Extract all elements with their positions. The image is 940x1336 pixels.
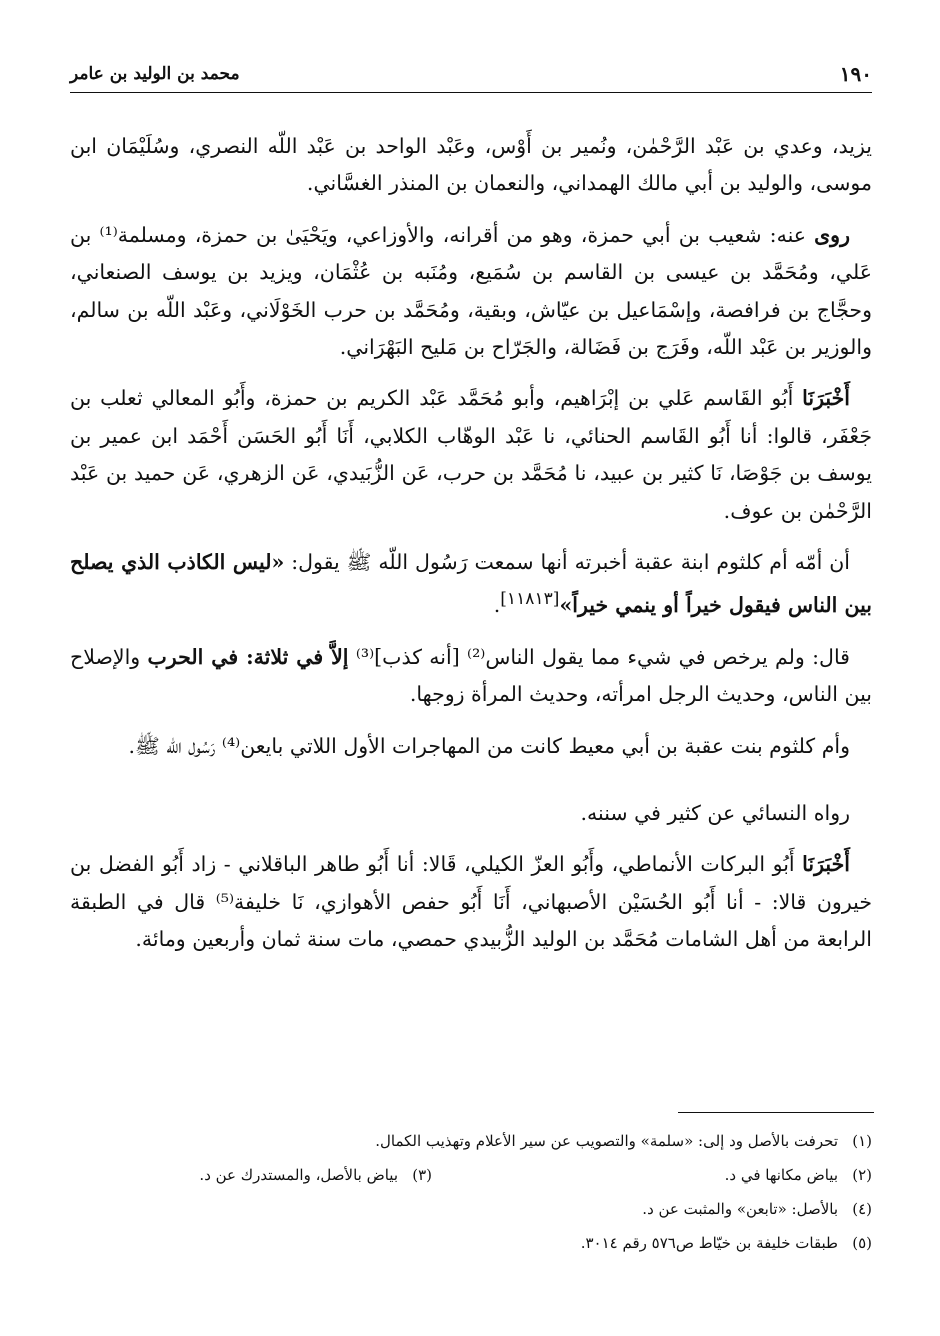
paragraph-1-text: يزيد، وعدي بن عَبْد الرَّحْمٰن، ونُمير بن أَوْس، وعَبْد الواحد بن عَبْد اللّه النصري، وسُلَيْمَان ابن موسى، والوليد بن أبي مالك الهمداني، والنعمان بن المنذر الغسَّاني. [70, 134, 872, 196]
page-header [70, 56, 872, 93]
footnote-rule [678, 1112, 874, 1113]
footnote-4: (٤)بالأصل: «تابعن» والمثبت عن د. [642, 1200, 872, 1218]
paragraph-qala [70, 639, 872, 714]
running-head: محمد بن الوليد بن عامر [70, 64, 240, 84]
footnote-row [70, 1124, 872, 1158]
footnotes [70, 1124, 872, 1260]
paragraph-isnad-2-text: أَبُو البركات الأنماطي، وأَبُو العزّ الكيلي، قَالا: أنا أَبُو طاهر الباقلاني - زاد أَبُو الفضل بن خيرون قالا: - أنا أَبُو الحُسَيْن الأصبهاني، أَنَا أَبُو حفص الأهوازي، نَا خليفة⁽⁵⁾ قال في الطبقة الرابعة من أهل الشامات مُحَمَّد بن الوليد الزُّبيدي حمصي، مات سنة ثمان وأربعين ومائة. [70, 852, 873, 952]
footnote-row [70, 1226, 872, 1260]
qala-text-b: والإصلاح بين الناس، وحديث الرجل امرأته، وحديث المرأة زوجها. [70, 644, 872, 707]
paragraph-narrators-text: عنه: شعيب بن أبي حمزة، وهو من أقرانه، والأوزاعي، ويَحْيَىٰ بن حمزة، ومسلمة⁽¹⁾ بن عَلي، ومُحَمَّد بن عيسى بن القاسم بن سُمَيع، ومُنَبه بن عُثْمَان، ويزيد بن يوسف الصنعاني، وحجَّاج بن فرافصة، وإسْمَاعيل بن عيّاش، وبقية، ومُحَمَّد بن حرب الخَوْلَاني، وعَبْد اللّه بن سالم، والوزير بن عَبْد اللّه، وفَرَج بن فَضَالة، والجَرّاح بن مَليح البَهْرَاني. [70, 222, 872, 360]
footnote-3: (٣)بياض بالأصل، والمستدرك عن د. [199, 1166, 432, 1184]
keyword-akhbarana-2: أَخْبَرَنَا [802, 852, 850, 877]
hadith-reference: [١١٨١٣] [500, 589, 560, 610]
main-text [70, 128, 872, 973]
paragraph-nasai [70, 795, 872, 832]
hadith-intro: أن أمّه أم كلثوم ابنة عقبة أخبرته أنها سمعت رَسُول اللّه ﷺ يقول: [284, 550, 850, 575]
keyword-rawa: روى [814, 222, 850, 247]
footnote-1: (١)تحرفت بالأصل ود إلى: «سلمة» والتصويب عن سير الأعلام وتهذيب الكمال. [375, 1132, 872, 1150]
umm-kulthum-text: وأم كلثوم بنت عقبة بن أبي معيط كانت من المهاجرات الأول اللاتي بايعن⁽⁴⁾ رَسُول اللّه ﷺ. [128, 733, 850, 758]
paragraph-hadith: أن أمّه أم كلثوم ابنة عقبة أخبرته أنها سمعت رَسُول اللّه ﷺ يقول: «ليس الكاذب الذي يصلح بين الناس فيقول خيراً أو ينمي خيراً»[١١٨١٣]. [70, 550, 872, 618]
footnote-row [70, 1158, 872, 1192]
footnote-5: (٥)طبقات خليفة بن خيّاط ص٥٧٦ رقم ٣٠١٤. [580, 1234, 872, 1252]
paragraph-isnad-2 [70, 846, 872, 958]
keyword-akhbarana: أَخْبَرَنَا [802, 386, 850, 411]
paragraph-umm-kulthum [70, 728, 872, 765]
qala-text-a: قال: ولم يرخص في شيء مما يقول الناس⁽²⁾ [أنه كذب]⁽³⁾ [348, 644, 850, 669]
paragraph-1 [70, 128, 872, 203]
footnote-2: (٢)بياض مكانها في د. [724, 1166, 872, 1184]
paragraph-narrators [70, 217, 872, 367]
page-number: ١٩٠ [839, 62, 872, 86]
nasai-text: رواه النسائي عن كثير في سننه. [580, 800, 850, 825]
hadith-quote: «ليس الكاذب الذي يصلح بين الناس فيقول خيراً أو ينمي خيراً» [70, 550, 872, 618]
paragraph-isnad-1 [70, 380, 872, 530]
qala-highlight: إلاَّ في ثلاثة: في الحرب [147, 644, 349, 669]
footnote-row [70, 1192, 872, 1226]
paragraph-isnad-1-text: أَبُو القَاسم عَلي بن إبْرَاهيم، وأبو مُحَمَّد عَبْد الكريم بن حمزة، وأَبُو المعالي ثعلب بن جَعْفَر، قالوا: أنا أَبُو القَاسم الحنائي، نا عَبْد الوهّاب الكلابي، أَنَا أَبُو الحَسَن أَحْمَد ابن عمير بن يوسف بن جَوْصَا، نَا كثير بن عبيد، نا مُحَمَّد بن حرب، عَن الزُّبَيدي، عَن الزهري، عَن حميد بن عَبْد الرَّحْمٰن بن عوف. [70, 386, 873, 523]
